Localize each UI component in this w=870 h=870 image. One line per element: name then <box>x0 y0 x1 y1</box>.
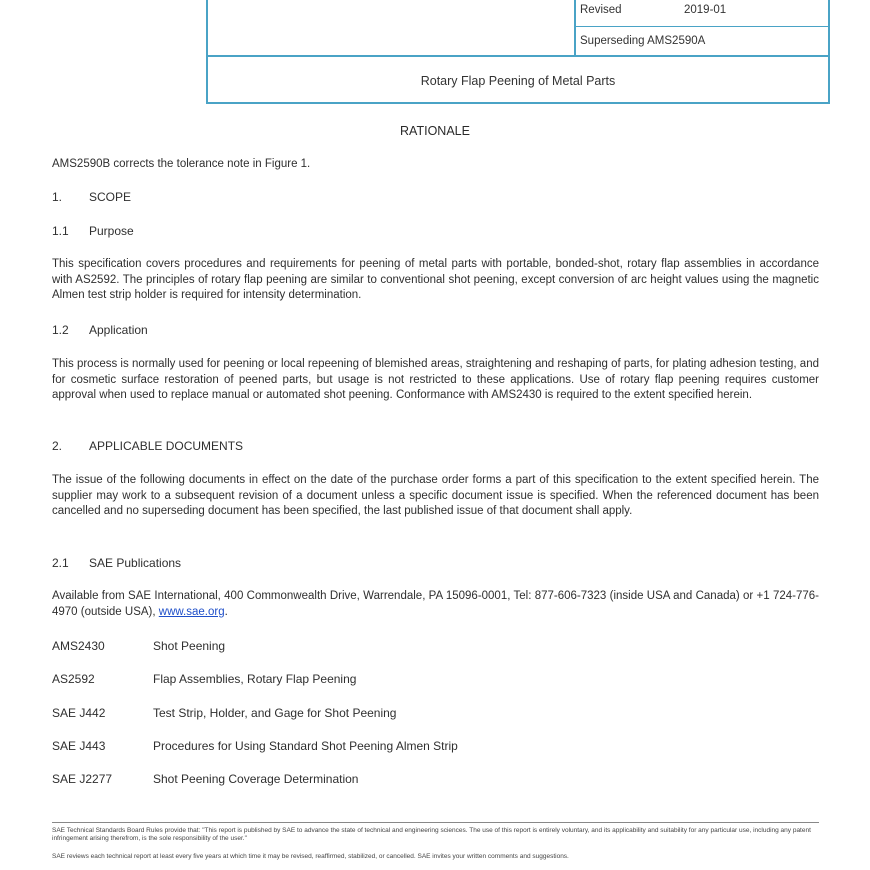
reference-code: AS2592 <box>52 672 95 686</box>
revised-label: Revised <box>580 4 622 16</box>
section-heading-purpose <box>52 224 134 240</box>
rationale-text: AMS2590B corrects the tolerance note in Figure 1. <box>52 158 311 170</box>
reference-item <box>52 672 356 688</box>
reference-title: Flap Assemblies, Rotary Flap Peening <box>153 672 357 686</box>
reference-item <box>52 706 396 722</box>
footer-review-notice: SAE reviews each technical report at least every five years at which time it may be revised, reaffirmed, stabilized, or cancelled. SAE invites your written comments and suggestions. <box>52 853 569 860</box>
section-title: APPLICABLE DOCUMENTS <box>89 439 244 453</box>
superseding-label: Superseding AMS2590A <box>580 35 706 47</box>
reference-title: Shot Peening <box>153 639 226 653</box>
reference-item <box>52 772 358 788</box>
section-heading-applicable-documents <box>52 439 243 455</box>
sae-website-link[interactable]: www.sae.org <box>158 605 225 618</box>
reference-code: SAE J2277 <box>52 772 113 786</box>
section-number: 1.1 <box>52 224 69 238</box>
header-divider-row <box>574 26 830 27</box>
section-title: Purpose <box>89 224 134 238</box>
section-title: SAE Publications <box>89 556 182 570</box>
section-number: 2. <box>52 439 63 453</box>
reference-code: SAE J443 <box>52 739 106 753</box>
footer-divider <box>52 822 819 823</box>
section-number: 2.1 <box>52 556 69 570</box>
footer-disclaimer: SAE Technical Standards Board Rules provide that: "This report is published by SAE to advance the state of technical and engineering sciences. The use of this report is entirely voluntary, and its applicability and suitability for any particular use, including any patent infringement arising therefrom, is the sole responsibility of the user." <box>52 827 811 842</box>
reference-title: Procedures for Using Standard Shot Peening Almen Strip <box>153 739 458 753</box>
section-heading-sae-publications <box>52 556 181 572</box>
sae-address-end: . <box>224 605 228 618</box>
section-number: 1. <box>52 190 63 204</box>
reference-title: Test Strip, Holder, and Gage for Shot Peening <box>153 706 397 720</box>
rationale-heading: RATIONALE <box>400 124 470 138</box>
section-heading-scope <box>52 190 131 206</box>
section-heading-application <box>52 323 148 339</box>
document-title: Rotary Flap Peening of Metal Parts <box>420 74 616 88</box>
sae-publications-paragraph <box>52 589 819 620</box>
reference-code: AMS2430 <box>52 639 105 653</box>
purpose-paragraph: This specification covers procedures and requirements for peening of metal parts with portable, bonded-shot, rotary flap assemblies in accordance with AS2592. The principles of rotary flap peening are similar to conventional shot peening, except conversion of arc height values using the magnetic Almen test strip holder is required for intensity determination. <box>52 258 819 301</box>
reference-title: Shot Peening Coverage Determination <box>153 772 359 786</box>
section-title: Application <box>89 323 148 337</box>
section-title: SCOPE <box>89 190 132 204</box>
header-divider-title <box>208 55 828 57</box>
applicable-documents-paragraph: The issue of the following documents in effect on the date of the purchase order forms a part of this specification to the extent specified herein. The supplier may work to a subsequent revision of a document unless a specific document issue is specified. When the referenced document has been cancelled and no superseding document has been specified, the last published issue of that document shall apply. <box>52 474 819 517</box>
revised-date: 2019-01 <box>684 4 727 16</box>
section-number: 1.2 <box>52 323 69 337</box>
reference-item <box>52 639 225 655</box>
application-paragraph: This process is normally used for peening or local repeening of blemished areas, straightening and reshaping of parts, for plating adhesion testing, and for cosmetic surface restoration of peened parts, but usage is not restricted to these applications. Use of rotary flap peening requires customer approval when used to replace manual or automated shot peening. Conformance with AMS2430 is required to the extent specified herein. <box>52 358 819 401</box>
reference-item <box>52 739 458 755</box>
sae-address-text: Available from SAE International, 400 Commonwealth Drive, Warrendale, PA 15096-0001, Tel: 877-606-7323 (inside USA and Canada) or +1 724-776-4970 (outside USA), <box>52 590 819 618</box>
header-divider-vertical <box>574 0 576 55</box>
reference-code: SAE J442 <box>52 706 106 720</box>
document-header-box <box>206 0 830 104</box>
